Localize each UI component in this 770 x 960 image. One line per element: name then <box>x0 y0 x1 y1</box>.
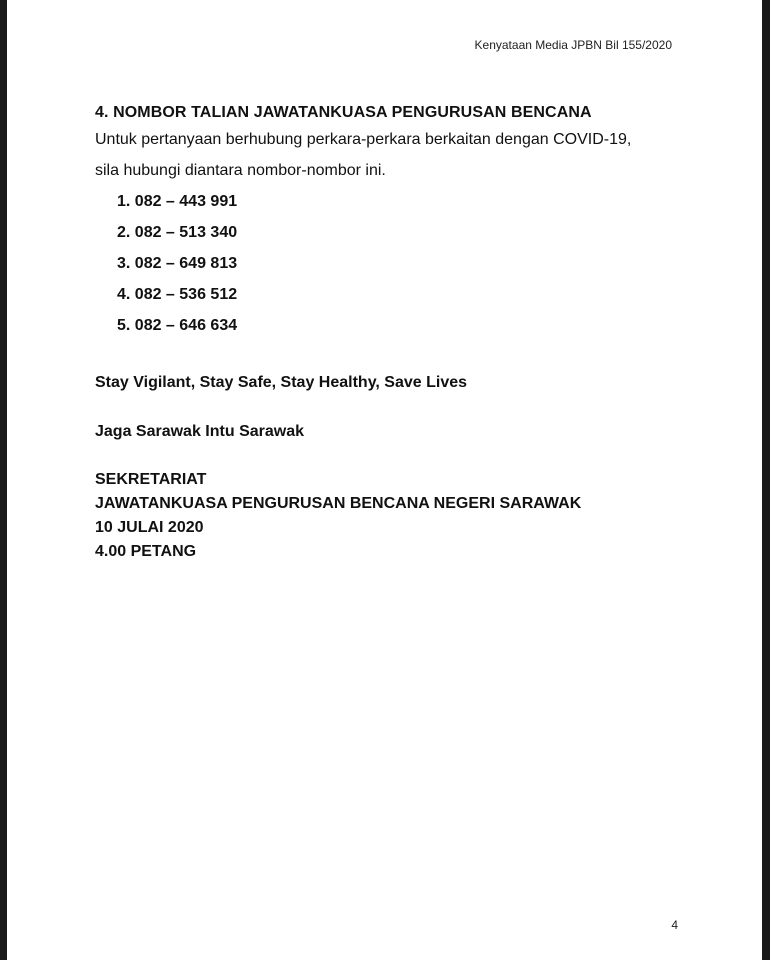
phone-number-item: 4. 082 – 536 512 <box>117 286 238 303</box>
phone-number-item: 2. 082 – 513 340 <box>117 224 238 241</box>
paragraph-line-1: Untuk pertanyaan berhubung perkara-perkara berkaitan dengan COVID-19, <box>95 131 632 148</box>
left-border <box>0 0 7 960</box>
paragraph-line-2: sila hubungi diantara nombor-nombor ini. <box>95 162 386 179</box>
signature-block <box>95 470 581 566</box>
committee-name: JAWATANKUASA PENGURUSAN BENCANA NEGERI SARAWAK <box>95 495 582 512</box>
document-reference: Kenyataan Media JPBN Bil 155/2020 <box>474 38 672 52</box>
document-page <box>7 0 762 960</box>
issue-date: 10 JULAI 2020 <box>95 519 204 536</box>
phone-number-list <box>117 192 237 347</box>
phone-number-item: 1. 082 – 443 991 <box>117 193 238 210</box>
phone-number-item: 5. 082 – 646 634 <box>117 317 238 334</box>
issue-time: 4.00 PETANG <box>95 543 197 560</box>
motto: Jaga Sarawak Intu Sarawak <box>95 423 304 440</box>
section-heading: 4. NOMBOR TALIAN JAWATANKUASA PENGURUSAN BENCANA <box>95 104 592 121</box>
phone-number-item: 3. 082 – 649 813 <box>117 255 238 272</box>
slogan: Stay Vigilant, Stay Safe, Stay Healthy, Save Lives <box>95 374 468 391</box>
right-border <box>762 0 770 960</box>
secretariat-label: SEKRETARIAT <box>95 471 207 488</box>
page-number: 4 <box>671 918 678 932</box>
